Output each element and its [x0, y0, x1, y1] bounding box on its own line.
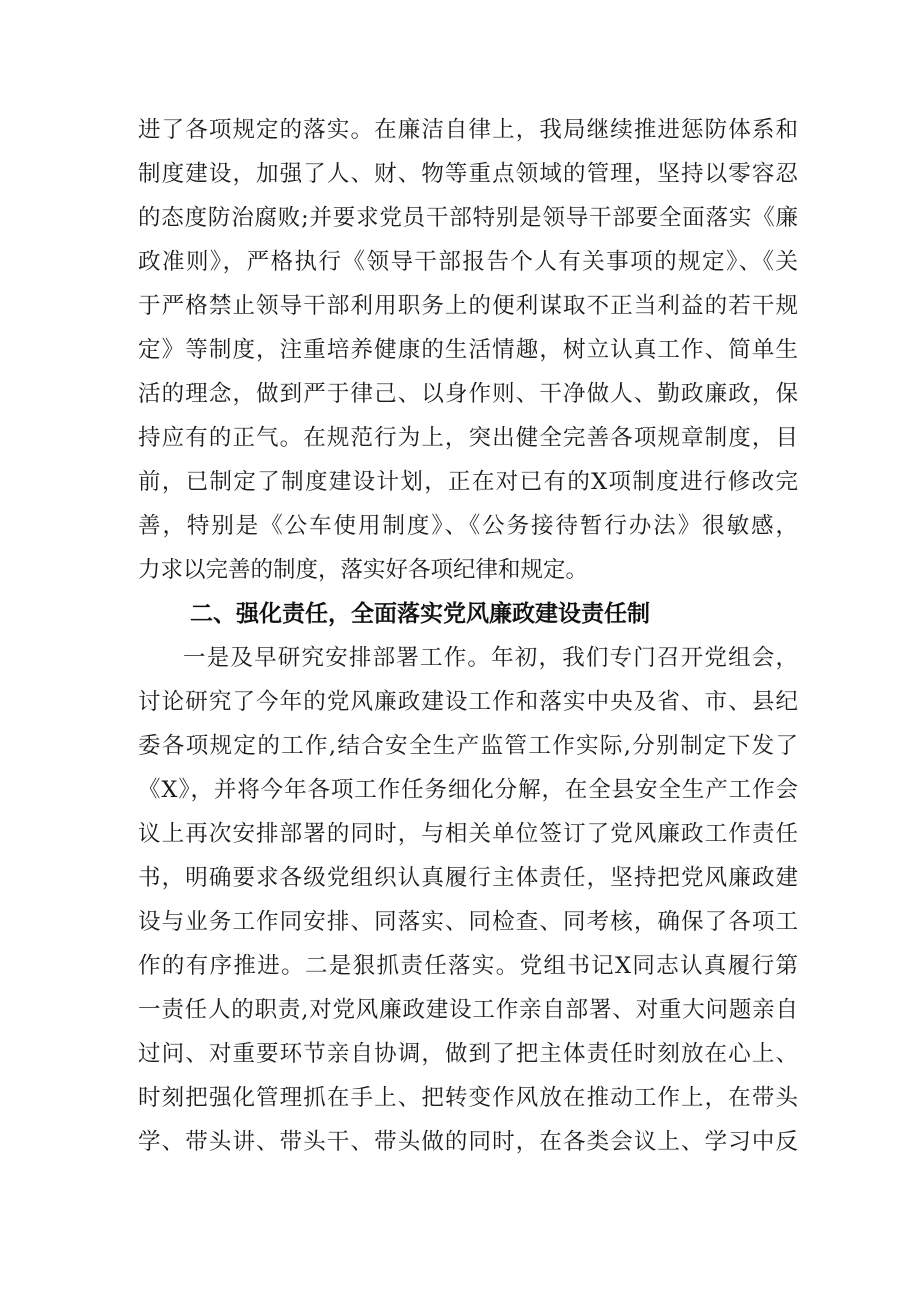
paragraph-2-line: 《X》，并将今年各项工作任务细化分解，在全县安全生产工作会	[138, 777, 798, 803]
paragraph-1-line: 制度建设，加强了人、财、物等重点领域的管理，坚持以零容忍	[138, 161, 798, 187]
paragraph-1-line: 进了各项规定的落实。在廉洁自律上，我局继续推进惩防体系和	[138, 117, 798, 143]
paragraph-2-line: 设与业务工作同安排、同落实、同检查、同考核，确保了各项工	[138, 909, 798, 935]
paragraph-1-line: 政准则》，严格执行《领导干部报告个人有关事项的规定》、《关	[138, 249, 798, 275]
paragraph-2-line: 书，明确要求各级党组织认真履行主体责任，坚持把党风廉政建	[138, 865, 798, 891]
paragraph-2-line: 一是及早研究安排部署工作。年初，我们专门召开党组会，	[183, 645, 798, 671]
section-heading: 二、强化责任，全面落实党风廉政建设责任制	[190, 601, 650, 627]
paragraph-2-line: 学、带头讲、带头干、带头做的同时，在各类会议上、学习中反	[138, 1129, 798, 1155]
paragraph-1-line: 前，已制定了制度建设计划，正在对已有的X项制度进行修改完	[138, 469, 798, 495]
paragraph-1-line: 善，特别是《公车使用制度》、《公务接待暂行办法》很敏感，	[138, 513, 798, 539]
paragraph-2-line: 过问、对重要环节亲自协调，做到了把主体责任时刻放在心上、	[138, 1041, 798, 1067]
paragraph-1-line: 活的理念，做到严于律己、以身作则、干净做人、勤政廉政，保	[138, 381, 798, 407]
paragraph-1-line: 持应有的正气。在规范行为上，突出健全完善各项规章制度，目	[138, 425, 798, 451]
paragraph-2-line: 委各项规定的工作,结合安全生产监管工作实际,分别制定下发了	[138, 733, 798, 759]
paragraph-1-line: 定》等制度，注重培养健康的生活情趣，树立认真工作、简单生	[138, 337, 798, 363]
paragraph-1-line: 的态度防治腐败;并要求党员干部特别是领导干部要全面落实《廉	[138, 205, 798, 231]
paragraph-2-line: 议上再次安排部署的同时，与相关单位签订了党风廉政工作责任	[138, 821, 798, 847]
paragraph-1-line: 力求以完善的制度，落实好各项纪律和规定。	[138, 557, 589, 583]
paragraph-2-line: 讨论研究了今年的党风廉政建设工作和落实中央及省、市、县纪	[138, 689, 798, 715]
paragraph-2-line: 一责任人的职责,对党风廉政建设工作亲自部署、对重大问题亲自	[138, 997, 798, 1023]
paragraph-1-line: 于严格禁止领导干部利用职务上的便利谋取不正当利益的若干规	[138, 293, 798, 319]
paragraph-2-line: 时刻把强化管理抓在手上、把转变作风放在推动工作上，在带头	[138, 1085, 798, 1111]
paragraph-2-line: 作的有序推进。二是狠抓责任落实。党组书记X同志认真履行第	[138, 953, 798, 979]
